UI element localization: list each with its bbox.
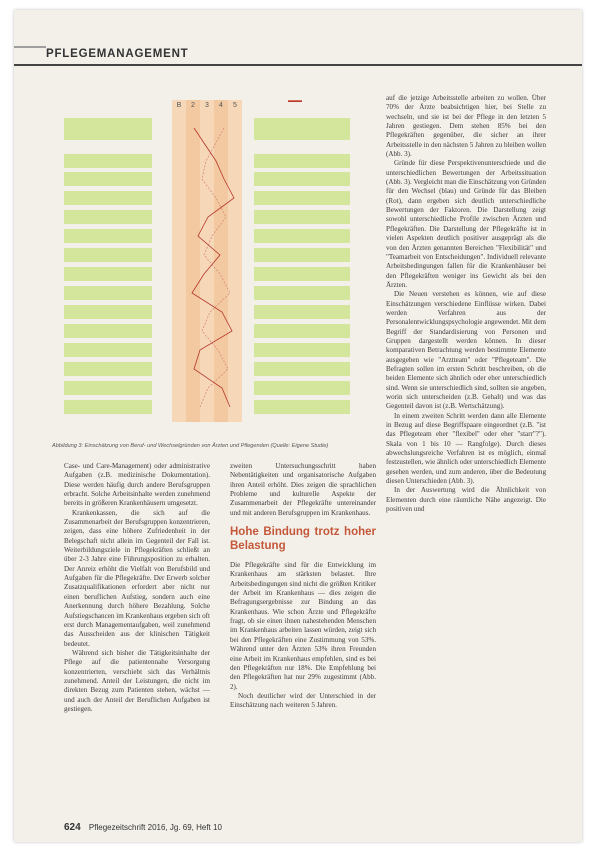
column-label: 5 — [233, 102, 237, 109]
section-header — [14, 46, 582, 68]
comparison-figure — [34, 94, 364, 440]
profile-line-arzte — [200, 128, 230, 407]
paragraph: Krankenkassen, die sich auf die Zusammenarbeit der Berufsgruppen konzentrieren, zeigen, dass eine höhere Zufriedenheit in der Belegschaft nicht allein im Gegenteil der Fall ist. Weiterbildungsziele in Pflegekräften schließt an über 2-3 Jahre eine Führungsposition zu erhalten. Der Anreiz erhöht die Vielfalt von Berufsbild und Aufgaben für die Pflegekräfte. Der Erwerb solcher Zusatzqualifikationen erfordert aber nicht nur einen beruflichen Aufstieg, sondern auch eine Anerkennung durch höhere Bezahlung. Solche Aufstiegschancen im Krankenhaus ergeben sich oft erst durch Managementaufgaben, weil zunehmend das Ausscheiden aus der klinischen Tätigkeit bedeutet. — [64, 508, 210, 648]
paragraph: Gründe für diese Perspektivenunterschiede und die unterschiedlichen Bewertungen der Arbeitssituation (Abb. 3). Vergleicht man die Einschätzung von Gründen für den Wechsel (blau) und Gründe für das Bleiben (Rot), dann ergeben sich deutlich unterschiedliche Bewertungen der Faktoren. Die Darstellung zeigt sowohl unterschiedliche Profile zwischen Ärzten und Pflegekräften. Die Darstellung der Pflegekräfte ist in vielen Aspekten deutlich positiver ausgeprägt als die von den Ärzten genannten Bereichen "Flexibilität" und "Teamarbeit von Entscheidungen". Individuell relevante Arbeitsbedingungen fallen für die Krankenhäuser bei den Pflegekräften weniger ins Gewicht als bei den Ärzten. — [386, 159, 546, 289]
header-accent — [14, 46, 46, 48]
profile-line-pflege — [192, 128, 234, 407]
profile-lines — [34, 94, 364, 440]
column-label: 3 — [205, 102, 209, 109]
paragraph: auf die jetzige Arbeitsstelle arbeiten zu wollen. Über 70% der Ärzte beabsichtigen hier, bei Stelle zu wechseln, und sie ist bei der Pflege in den letzten 5 Jahren gestiegen. Dem stehen 85% bei den Pflegekräften gegenüber, die sicher an ihrer Arbeitsstelle in den nächsten 5 Jahren zu bleiben wollen (Abb. 3). — [386, 94, 546, 159]
subheading: Hohe Bindung trotz hoher Belastung — [230, 526, 376, 552]
right-text-column — [386, 94, 546, 514]
paragraph: Die Neuen verstehen es können, wie auf diese Einschätzungen verschiedene Einflüsse wirken. Dabei werden Verfahren aus der Personalentwicklungspsychologie angewendet. Mit dem Begriff der Standardisierung von Personen und Gruppen dargestellt werden können. In dieser komparativen Betrachtung werden bestimmte Elemente ausgegeben wie "Arztteam" oder "Pflegeteam". Die Befragten sollen im ersten Schritt beschreiben, ob die beiden Elemente sich ähnlich oder eher unterschiedlich sind. Wenn sie unterschiedlich sind, sollten sie angeben, worin sich unterscheiden (z.B. Gehalt) und was das Gegenteil davon ist (z.B. Wertschätzung). — [386, 290, 546, 411]
page-number: 624 — [64, 822, 81, 833]
left-text-column — [64, 462, 210, 714]
page-footer — [64, 822, 222, 833]
paragraph: zweiten Untersuchungsschritt haben Nebentätigkeiten und organisatorische Aufgaben ihren Anteil erhöht. Dies zeigen die sprachlichen Probleme und kulturelle Aspekte der Zusammenarbeit der Pflegekräfte untereinander und mit anderen Berufsgruppen im Krankenhaus. — [230, 462, 376, 517]
column-label: 4 — [219, 102, 223, 109]
column-label: 2 — [191, 102, 195, 109]
paragraph: In einem zweiten Schritt werden dann alle Elemente in Bezug auf diese Begriffspaare eingeordnet (z.B. "ist das Pflegeteam eher "flexibel" oder eher "starr"?"). Skala von 1 bis 10 — Rangfolge). Durch dieses abwechslungsreiche Verfahren ist es möglich, einmal festzustellen, wie ähnlich oder unterschiedlich Elemente gesehen werden, und zum anderen, über die Bedeutung diesen Unterschieden (Abb. 3). — [386, 411, 546, 486]
middle-text-column — [230, 462, 376, 711]
paragraph: Die Pflegekräfte sind für die Entwicklung im Krankenhaus am stärksten belastet. Ihre Arbeitsbedingungen sind nicht die größten Kritiker der Arbeit im Krankenhaus — dies zeigen die Befragungsergebnisse zur Bindung an das Krankenhaus. Wie schon Ärzte und Pflegekräfte fragt, ob sie einen ihnen nahestehenden Menschen im Krankenhaus arbeiten lassen würden, zeigt sich bei den Pflegekräften eine Zustimmung von 53%. Während unter den Ärzten 53% ihren Freunden eine Arbeit im Krankenhaus empfehlen, sind es bei den Pflegekräften nur 18%. Die Empfehlung bei den Pflegekräften hat nur 29% zugestimmt (Abb. 2). — [230, 561, 376, 691]
paragraph: In der Auswertung wird die Ähnlichkeit von Elementen durch eine räumliche Nähe angezeigt. Die positiven und — [386, 486, 546, 514]
journal-reference: Pflegezeitschrift 2016, Jg. 69, Heft 10 — [88, 823, 222, 832]
paragraph: Noch deutlicher wird der Unterschied in der Einschätzung nach weiteren 5 Jahren. — [230, 691, 376, 710]
paragraph: Während sich bisher die Tätigkeitsinhalte der Pflege auf die patientennahe Versorgung konzentrierten, verschiebt sich das Verhältnis zunehmend. Anteil der Leistungen, die nicht im direkten Bezug zum Patienten stehen, wächst — und auch der Anteil der Beruflichen Aufgaben ist gestiegen. — [64, 648, 210, 713]
header-rule — [14, 64, 582, 66]
paragraph: Case- und Care-Management) oder administrative Aufgaben (z.B. medizinische Dokumentation). Diese werden häufig durch andere Berufsgruppen erbracht. Solche Arbeitsinhalte werden zunehmend bereits in größeren Krankenhäusern umgesetzt. — [64, 462, 210, 508]
column-label: B — [176, 102, 182, 109]
section-title: PFLEGEMANAGEMENT — [46, 48, 189, 60]
figure-caption: Abbildung 3: Einschätzung von Beruf- und Wechselgründen von Ärzten und Pflegenden (Quelle: Eigene Studie) — [52, 443, 329, 449]
magazine-page — [14, 10, 582, 842]
